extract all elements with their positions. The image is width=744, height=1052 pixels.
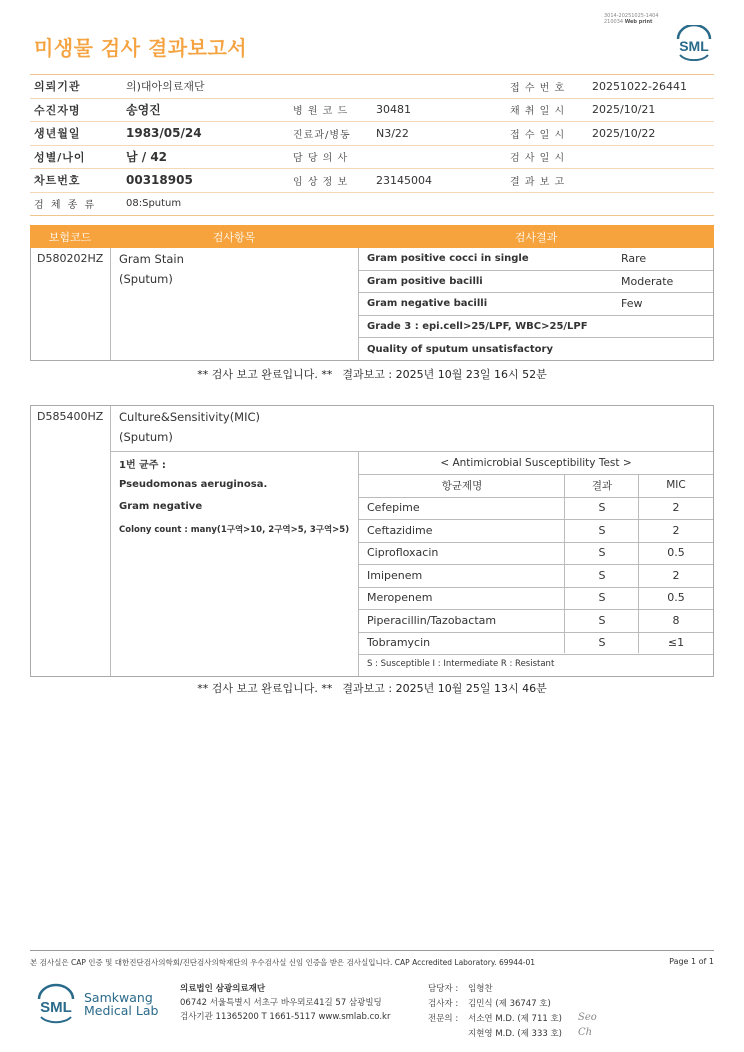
info-label: 진료과/병동 [293,129,351,141]
drug-mic: ≤1 [667,636,685,650]
insurance-code: D580202HZ [37,252,104,265]
result-row [359,248,713,271]
test-name: Culture&Sensitivity(MIC) [119,410,261,424]
patient-info-table [30,74,714,216]
svg-text:SML: SML [679,38,709,54]
report-complete-text: ** 검사 보고 완료입니다. ** [197,368,333,381]
ast-row [359,632,713,655]
culture-block [30,405,714,677]
result-row [359,271,713,294]
info-label: 병 원 코 드 [293,106,349,118]
gram-stain-block [30,248,714,361]
ast-row [359,519,713,542]
staff-label: 전문의 : [428,1014,459,1024]
ast-legend: S : Susceptible I : Intermediate R : Resistant [367,659,555,669]
info-label: 채 취 일 시 [510,106,566,118]
staff-row [428,997,562,1012]
test-item [119,407,260,447]
ast-col-result: 결과 [591,479,613,492]
info-label: 결 과 보 고 [510,176,566,188]
org-info [180,982,390,1024]
result-row [359,316,713,339]
drug-result: S [598,636,606,650]
result-desc: Grade 3 : epi.cell>25/LPF, WBC>25/LPF [367,320,588,332]
info-value: 23145004 [376,173,432,187]
drug-mic: 2 [672,501,680,515]
staff-name: 지현영 M.D. (제 333 호) [468,1029,563,1039]
staff-row [428,1027,562,1042]
result-desc: Gram positive cocci in single [367,253,529,265]
drug-result: S [598,591,606,605]
print-code-num: 210034 [604,19,624,25]
info-value: 08:Sputum [126,198,182,210]
ast-row [359,542,713,565]
info-value: 의)대아의료재단 [126,80,205,94]
info-label: 수진자명 [34,103,81,117]
info-value: 30481 [376,103,411,117]
print-code-line2 [604,19,659,25]
svg-text:SML: SML [40,999,72,1016]
report-status [0,680,744,696]
brand-name [84,991,158,1017]
drug-mic: 8 [672,613,680,627]
report-complete-text: ** 검사 보고 완료입니다. ** [197,682,333,695]
drug-result: S [598,501,606,515]
ast-row [359,497,713,520]
staff-name: 임형찬 [468,984,493,994]
organism-name: Pseudomonas aeruginosa. [119,479,268,490]
drug-name: Imipenem [367,568,423,582]
gram-type: Gram negative [119,501,203,512]
print-code-line1: 3014-20251025-1404 [604,13,659,19]
info-label: 검 사 일 시 [510,153,566,165]
org-contact: 검사기관 11365200 T 1661-5117 www.smlab.co.kr [180,1012,391,1022]
info-row [30,169,714,193]
drug-name: Tobramycin [367,636,431,650]
drug-mic: 2 [672,568,680,582]
sml-logo-icon [36,983,76,1025]
staff-label: 검사자 : [428,999,459,1009]
drug-result: S [598,546,606,560]
info-value: 송영진 [126,103,161,118]
ast-title: < Antimicrobial Susceptibility Test > [440,457,632,469]
info-label: 의뢰기관 [34,80,81,94]
info-row [30,122,714,146]
info-value: 2025/10/21 [592,103,656,117]
divider [110,248,111,360]
info-value: 남 / 42 [126,150,168,165]
drug-result: S [598,568,606,582]
divider [110,406,111,676]
result-desc: Quality of sputum unsatisfactory [367,343,553,355]
drug-name: Ciprofloxacin [367,546,439,560]
info-value: 20251022-26441 [592,79,687,93]
drug-mic: 0.5 [667,591,685,605]
info-label: 담 당 의 사 [293,153,349,165]
signature: Ch [578,1027,593,1038]
info-row [30,193,714,217]
ast-row [359,609,713,632]
staff-name: 김민식 (제 36747 호) [468,999,551,1009]
results-table-header [30,225,714,248]
ast-row [359,587,713,610]
page-title: 미생물 검사 결과보고서 [34,36,248,60]
ast-row [359,564,713,587]
info-label: 검 체 종 류 [34,200,97,212]
ast-col-mic: MIC [666,479,686,492]
ast-col-drug: 항균제명 [441,479,483,492]
ast-header-row [359,474,713,497]
drug-name: Ceftazidime [367,523,433,537]
col-code: 보험코드 [48,230,92,244]
col-result: 검사결과 [514,230,558,244]
drug-result: S [598,523,606,537]
drug-mic: 0.5 [667,546,685,560]
footer-logo [36,983,158,1025]
info-value: 00318905 [126,173,193,188]
accreditation-note: 본 검사실은 CAP 인증 및 대한진단검사의학회/진단검사의학재단의 우수검사실 신임 인증을 받은 검사실입니다. CAP Accredited Laboratory. 69944-01 [30,958,536,967]
report-time: 결과보고 : 2025년 10월 25일 13시 46분 [342,682,547,695]
test-item [119,249,184,289]
specimen: (Sputum) [119,272,173,286]
brand-line2: Medical Lab [84,1003,159,1018]
brand-line1: Samkwang [84,990,153,1005]
result-desc: Gram positive bacilli [367,275,483,287]
info-label: 접 수 번 호 [510,82,566,94]
print-code [604,13,659,25]
drug-name: Cefepime [367,501,420,515]
staff-row [428,982,562,997]
divider [358,654,713,655]
drug-name: Piperacillin/Tazobactam [367,613,497,627]
report-time: 결과보고 : 2025년 10월 23일 16시 52분 [342,368,547,381]
signature: Seo [578,1012,597,1023]
test-name: Gram Stain [119,252,184,266]
specimen: (Sputum) [119,430,173,444]
result-value: Moderate [621,274,674,288]
info-label: 생년월일 [34,127,81,141]
drug-mic: 2 [672,523,680,537]
result-value: Rare [621,252,647,266]
col-item: 검사항목 [212,230,256,244]
insurance-code: D585400HZ [37,410,104,423]
sml-logo [674,25,714,61]
info-row [30,75,714,99]
page-number: Page 1 of 1 [669,957,714,966]
drug-result: S [598,613,606,627]
info-row [30,99,714,123]
info-label: 접 수 일 시 [510,129,566,141]
info-value: N3/22 [376,126,409,140]
info-value: 2025/10/22 [592,126,656,140]
colony-count: Colony count : many(1구역>10, 2구역>5, 3구역>5) [119,525,350,535]
web-print-label: Web print [624,19,653,25]
info-value: 1983/05/24 [126,126,202,141]
org-address: 06742 서울특별시 서초구 바우뫼로41길 57 삼광빌딩 [180,998,382,1008]
info-label: 차트번호 [34,174,81,188]
isolate-number: 1번 균주 : [119,460,166,471]
info-row [30,146,714,170]
result-row [359,338,713,361]
org-name: 의료법인 삼광의료재단 [180,984,266,994]
report-status [0,366,744,382]
result-value: Few [621,297,643,311]
staff-name: 서소연 M.D. (제 711 호) [468,1014,563,1024]
result-desc: Gram negative bacilli [367,298,488,310]
staff-row [428,1012,562,1027]
info-label: 임 상 정 보 [293,176,349,188]
result-row [359,293,713,316]
info-label: 성별/나이 [34,150,86,164]
footer-divider [30,950,714,951]
staff-info [428,982,562,1042]
staff-label: 담당자 : [428,984,459,994]
drug-name: Meropenem [367,591,433,605]
